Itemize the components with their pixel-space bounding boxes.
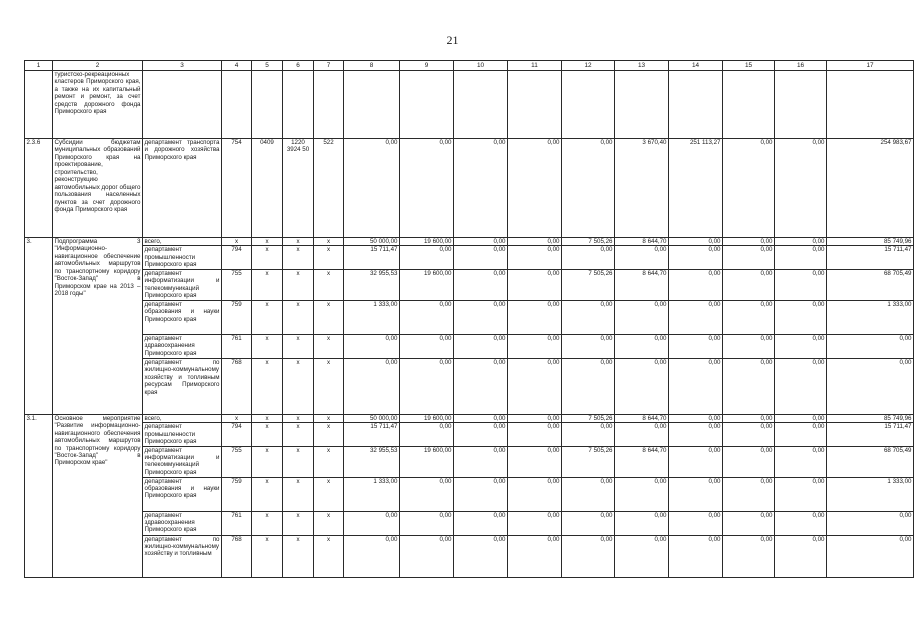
value-cell: 0,00 [508,358,562,414]
code-cell: 754 [222,139,252,238]
value-cell: 0,00 [827,511,914,535]
value-cell: 0,00 [344,139,400,238]
value-cell: 50 000,00 [344,414,400,422]
value-cell: 32 955,53 [344,269,400,300]
code-cell: x [314,511,344,535]
dept-cell: департамент здравоохранения Приморского края [143,334,222,358]
header-cell: 1 [25,61,53,71]
row-description: Субсидии бюджетам муниципальных образований Приморского края на проектирование, строительство, реконструкцию автомобильных дорог общего пользования населенных пунктов за счет дорожного фонда Приморского края [53,139,143,238]
value-cell: 0,00 [400,535,454,577]
row-description: Основное мероприятие "Развитие информационно-навигационного обеспечения автомобильных маршрутов по транспортному коридору "Восток-Запад" в Приморском крае" [53,414,143,577]
code-cell: x [252,446,283,477]
value-cell: 0,00 [775,423,827,446]
value-cell: 0,00 [827,535,914,577]
code-cell: 761 [222,511,252,535]
value-cell: 0,00 [344,334,400,358]
value-cell: 1 333,00 [344,300,400,334]
budget-table [24,60,914,578]
value-cell: 0,00 [562,477,615,511]
value-cell: 0,00 [454,300,508,334]
value-cell: 0,00 [669,246,723,269]
dept-cell: всего, [143,414,222,422]
value-cell: 68 705,49 [827,269,914,300]
code-cell: 759 [222,300,252,334]
value-cell: 0,00 [508,414,562,422]
dept-cell: департамент информатизации и телекоммуникаций Приморского края [144,269,220,300]
value-cell: 0,00 [669,269,723,300]
value-cell: 0,00 [400,511,454,535]
code-cell: x [314,414,344,422]
code-cell: x [283,423,314,446]
value-cell: 0,00 [775,269,827,300]
table-row [25,414,914,422]
value-cell: 0,00 [775,246,827,269]
value-cell: 0,00 [723,300,775,334]
table-row [25,511,914,535]
dept-cell: департамент по жилищно-коммунальному хозяйству и топливным ресурсам Приморского края [143,358,222,414]
value-cell: 0,00 [508,446,562,477]
value-cell: 0,00 [615,477,669,511]
header-cell: 10 [454,61,508,71]
table-row [25,358,914,414]
code-cell: 761 [222,334,252,358]
value-cell: 0,00 [723,334,775,358]
value-cell: 0,00 [827,358,914,414]
header-cell: 8 [344,61,400,71]
value-cell: 15 711,47 [344,246,400,269]
header-cell: 6 [283,61,314,71]
value-cell: 0,00 [344,535,400,577]
code-cell: 768 [222,535,252,577]
value-cell: 0,00 [344,511,400,535]
value-cell: 0,00 [723,269,775,300]
value-cell: 254 983,67 [827,139,914,238]
value-cell: 0,00 [400,423,454,446]
dept-cell: всего, [143,238,222,246]
row-description: Подпрограмма 3 "Информационно-навигационное обеспечение автомобильных маршрутов по транспортному коридору "Восток-Запад" в Приморском крае на 2013 – 2018 годы" [53,238,143,415]
row-number: 2.3.6 [25,139,53,238]
table-row [25,477,914,511]
code-cell: x [314,246,344,269]
header-cell: 5 [252,61,283,71]
code-cell: 755 [222,446,252,477]
code-cell: x [314,238,344,246]
value-cell: 15 711,47 [827,423,914,446]
value-cell: 0,00 [775,334,827,358]
value-cell: 0,00 [562,300,615,334]
value-cell: 0,00 [615,300,669,334]
value-cell: 0,00 [723,246,775,269]
dept-cell: департамент по жилищно-коммунальному хозяйству и топливным [143,535,222,577]
code-cell: 755 [222,269,252,300]
group-3 [25,238,914,415]
table-row [25,423,914,446]
header-cell: 12 [562,61,615,71]
code-cell: x [314,535,344,577]
value-cell: 0,00 [454,511,508,535]
value-cell: 0,00 [454,246,508,269]
value-cell: 0,00 [615,423,669,446]
header-cell: 14 [669,61,723,71]
value-cell: 0,00 [400,477,454,511]
dept-cell: департамент образования и науки Приморского края [143,477,222,511]
header-row [25,61,914,71]
code-cell: x [252,334,283,358]
value-cell: 50 000,00 [344,238,400,246]
value-cell: 0,00 [775,414,827,422]
value-cell: 0,00 [723,414,775,422]
value-cell: 0,00 [454,139,508,238]
value-cell: 1 333,00 [827,477,914,511]
value-cell: 0,00 [723,477,775,511]
code-cell: x [283,358,314,414]
value-cell: 19 600,00 [400,269,454,300]
value-cell: 0,00 [775,300,827,334]
table-row [25,269,914,300]
value-cell: 7 505,26 [562,269,615,300]
value-cell: 0,00 [775,358,827,414]
code-cell: x [252,358,283,414]
value-cell: 0,00 [400,334,454,358]
row-description: туристско-рекреационных кластеров Приморского края, а также на их капитальный ремонт и ремонт, за счет средств дорожного фонда Приморского края [53,71,143,139]
code-cell: x [222,414,252,422]
value-cell: 0,00 [669,511,723,535]
value-cell: 0,00 [562,535,615,577]
value-cell: 7 505,26 [562,238,615,246]
code-cell: x [283,477,314,511]
value-cell: 8 644,70 [615,238,669,246]
header-cell: 2 [53,61,143,71]
value-cell: 85 749,96 [827,238,914,246]
value-cell: 0,00 [508,334,562,358]
header-cell: 7 [314,61,344,71]
dept-cell: департамент информатизации и телекоммуникаций Приморского края [144,446,220,476]
value-cell: 0,00 [723,535,775,577]
value-cell: 0,00 [775,511,827,535]
code-cell: x [252,269,283,300]
value-cell: 0,00 [454,535,508,577]
value-cell: 0,00 [669,535,723,577]
value-cell: 0,00 [508,269,562,300]
value-cell: 19 600,00 [400,446,454,477]
code-cell: 759 [222,477,252,511]
code-cell: x [252,535,283,577]
table-row [25,246,914,269]
header-cell: 4 [222,61,252,71]
code-cell: 0409 [252,139,283,238]
value-cell: 15 711,47 [827,246,914,269]
code-cell: x [252,511,283,535]
value-cell: 0,00 [775,139,827,238]
code-cell: x [283,334,314,358]
header-cell: 16 [775,61,827,71]
value-cell: 0,00 [562,423,615,446]
table-row [25,300,914,334]
code-cell: 522 [314,139,344,238]
header-cell: 15 [723,61,775,71]
value-cell: 0,00 [723,511,775,535]
value-cell: 0,00 [508,238,562,246]
dept-cell: департамент образования и науки Приморского края [143,300,222,334]
value-cell: 0,00 [508,246,562,269]
code-cell: x [314,477,344,511]
value-cell: 0,00 [615,535,669,577]
code-cell: x [283,269,314,300]
value-cell: 8 644,70 [615,414,669,422]
value-cell: 0,00 [669,358,723,414]
row-number [25,71,53,139]
code-cell: 1220 3924 50 [283,139,314,238]
header-cell: 9 [400,61,454,71]
value-cell: 0,00 [723,139,775,238]
value-cell: 0,00 [669,300,723,334]
value-cell: 0,00 [562,511,615,535]
header-cell: 13 [615,61,669,71]
code-cell: x [283,238,314,246]
value-cell: 19 600,00 [400,238,454,246]
value-cell: 0,00 [508,511,562,535]
code-cell: x [314,358,344,414]
dept-cell: департамент промышленности Приморского края [143,423,222,446]
value-cell: 0,00 [508,535,562,577]
value-cell: 0,00 [669,477,723,511]
value-cell: 68 705,49 [827,446,914,477]
code-cell: 794 [222,246,252,269]
value-cell: 85 749,96 [827,414,914,422]
value-cell: 0,00 [454,423,508,446]
value-cell: 0,00 [454,334,508,358]
value-cell: 0,00 [723,423,775,446]
value-cell: 0,00 [775,477,827,511]
code-cell: x [222,238,252,246]
table-row [25,535,914,577]
value-cell: 0,00 [723,358,775,414]
value-cell: 7 505,26 [562,414,615,422]
value-cell: 0,00 [827,334,914,358]
table-row [25,71,914,139]
value-cell: 0,00 [669,334,723,358]
header-cell: 11 [508,61,562,71]
value-cell: 0,00 [775,446,827,477]
value-cell: 0,00 [454,414,508,422]
table-row [25,334,914,358]
table-row [25,139,914,238]
value-cell: 0,00 [615,358,669,414]
value-cell: 0,00 [400,300,454,334]
code-cell: x [314,334,344,358]
code-cell: x [252,246,283,269]
value-cell: 0,00 [508,300,562,334]
value-cell: 0,00 [723,238,775,246]
table-row [25,238,914,246]
value-cell: 0,00 [669,414,723,422]
value-cell: 19 600,00 [400,414,454,422]
code-cell: x [252,477,283,511]
code-cell: x [283,246,314,269]
code-cell: x [314,423,344,446]
value-cell: 32 955,53 [344,446,400,477]
group-3-1 [25,414,914,577]
value-cell: 251 113,27 [669,139,723,238]
value-cell: 0,00 [454,446,508,477]
value-cell: 0,00 [508,423,562,446]
header-cell: 17 [827,61,914,71]
value-cell: 1 333,00 [827,300,914,334]
header-cell: 3 [143,61,222,71]
value-cell: 1 333,00 [344,477,400,511]
code-cell: x [283,446,314,477]
value-cell: 0,00 [508,139,562,238]
value-cell: 0,00 [344,358,400,414]
value-cell: 0,00 [615,246,669,269]
row-number: 3.1. [25,414,53,577]
value-cell: 7 505,26 [562,446,615,477]
value-cell: 8 644,70 [615,446,669,477]
value-cell: 0,00 [454,477,508,511]
code-cell: x [252,423,283,446]
value-cell: 0,00 [562,334,615,358]
value-cell: 0,00 [775,238,827,246]
value-cell: 0,00 [775,535,827,577]
code-cell: 768 [222,358,252,414]
code-cell: x [283,414,314,422]
value-cell: 0,00 [562,139,615,238]
code-cell: x [314,300,344,334]
dept-cell: департамент транспорта и дорожного хозяйства Приморского края [143,139,222,238]
value-cell: 0,00 [400,358,454,414]
dept-cell: департамент промышленности Приморского края [143,246,222,269]
row-number: 3. [25,238,53,415]
value-cell: 15 711,47 [344,423,400,446]
code-cell: x [283,535,314,577]
dept-cell: департамент здравоохранения Приморского края [143,511,222,535]
value-cell: 0,00 [615,334,669,358]
value-cell: 0,00 [723,446,775,477]
value-cell: 0,00 [508,477,562,511]
value-cell: 0,00 [669,446,723,477]
code-cell: x [314,269,344,300]
code-cell: x [283,300,314,334]
value-cell: 0,00 [669,423,723,446]
value-cell: 0,00 [400,246,454,269]
value-cell: 8 644,70 [615,269,669,300]
value-cell: 0,00 [562,246,615,269]
value-cell: 0,00 [454,358,508,414]
value-cell: 3 670,40 [615,139,669,238]
value-cell: 0,00 [454,238,508,246]
value-cell: 0,00 [400,139,454,238]
code-cell: x [252,414,283,422]
code-cell: x [252,238,283,246]
code-cell: x [314,446,344,477]
code-cell: 794 [222,423,252,446]
page-number: 21 [446,33,459,47]
code-cell: x [252,300,283,334]
value-cell: 0,00 [669,238,723,246]
value-cell: 0,00 [615,511,669,535]
table-row [25,446,914,477]
code-cell: x [283,511,314,535]
value-cell: 0,00 [454,269,508,300]
value-cell: 0,00 [562,358,615,414]
